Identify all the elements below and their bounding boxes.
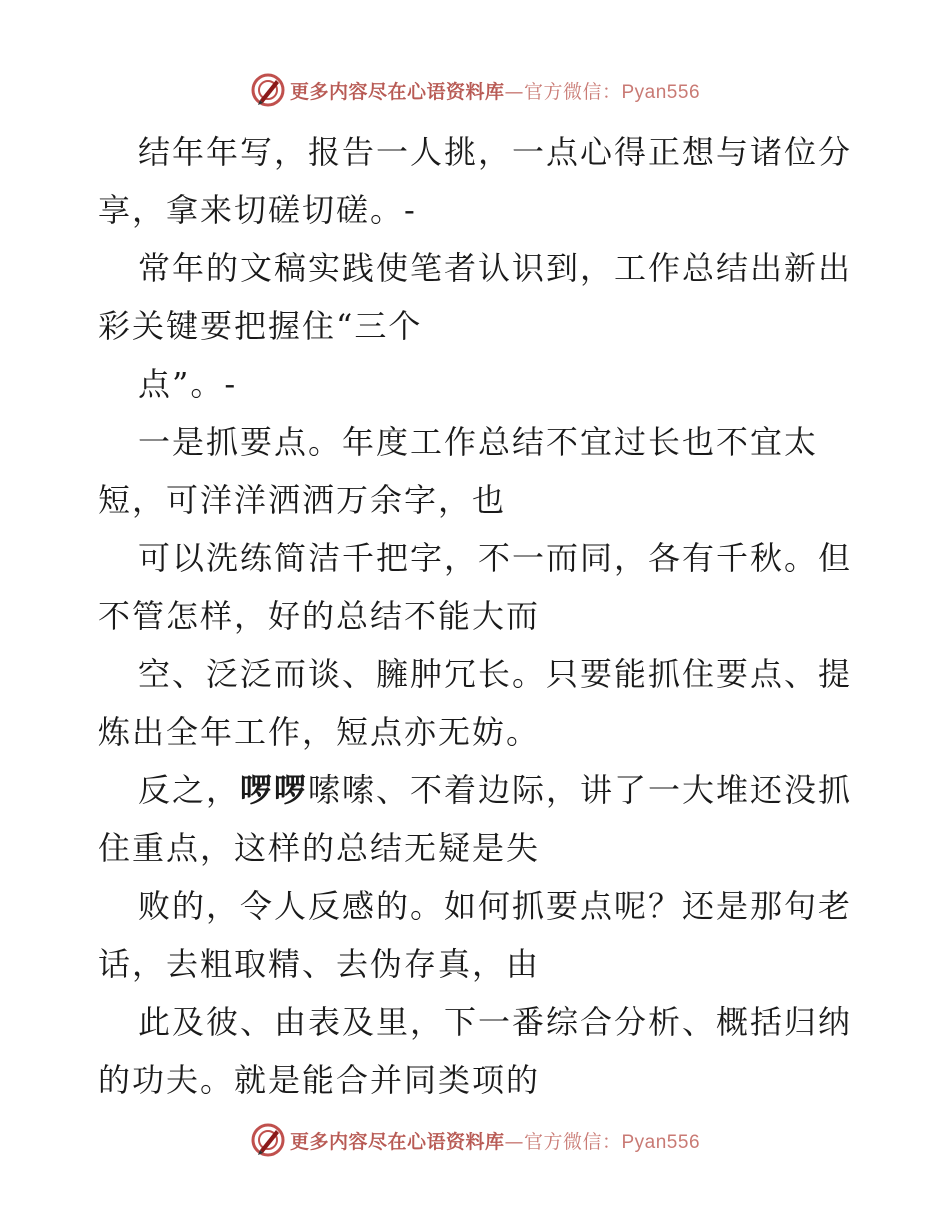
text-line: 常年的文稿实践使笔者认识到，工作总结出新出: [138, 249, 853, 287]
footer-banner-label: 官方微信：: [523, 1130, 622, 1153]
footer-banner-cn: 更多内容尽在心语资料库: [289, 1130, 505, 1153]
header-banner-label: 官方微信：: [523, 80, 622, 103]
document-body: [98, 123, 858, 1109]
text-line: 短，可洋洋洒洒万余字，也: [98, 481, 507, 519]
footer-banner: [0, 1120, 950, 1160]
header-banner-id: Pyan556: [621, 81, 701, 103]
header-banner-sep: —: [504, 80, 524, 103]
text-line: 空、泛泛而谈、臃肿冗长。只要能抓住要点、提: [138, 655, 853, 693]
text-line: 的功夫。就是能合并同类项的: [98, 1061, 541, 1099]
text-line: 彩关键要把握住“三个: [98, 307, 423, 345]
text-line: 败的，令人反感的。如何抓要点呢？还是那句老: [138, 887, 853, 925]
text-line: 可以洗练简洁千把字，不一而同，各有千秋。但: [138, 539, 853, 577]
footer-banner-sep: —: [504, 1130, 524, 1153]
text-line: 一是抓要点。年度工作总结不宜过长也不宜太: [138, 423, 819, 461]
text-line: 点”。-: [138, 365, 238, 403]
text-line: 享，拿来切磋切磋。-: [98, 191, 417, 229]
footer-banner-text: [290, 1127, 700, 1154]
text-line: [98, 761, 858, 819]
text-segment: 嗦嗦、不着边际，讲了一大堆还没抓: [308, 771, 853, 809]
header-banner-text: [290, 77, 700, 104]
text-line: 话，去粗取精、去伪存真，由: [98, 945, 541, 983]
text-line: 此及彼、由表及里，下一番综合分析、概括归纳: [138, 1003, 853, 1041]
pen-logo-icon: [250, 72, 286, 108]
text-line: 不管怎样，好的总结不能大而: [98, 597, 541, 635]
text-segment-bold: 啰啰: [240, 771, 309, 809]
header-banner: [0, 70, 950, 110]
text-segment: 反之，: [138, 771, 241, 809]
pen-logo-icon: [250, 1122, 286, 1158]
header-banner-cn: 更多内容尽在心语资料库: [289, 80, 505, 103]
text-line: 炼出全年工作，短点亦无妨。: [98, 713, 541, 751]
text-line: 结年年写，报告一人挑，一点心得正想与诸位分: [138, 133, 853, 171]
footer-banner-id: Pyan556: [621, 1131, 701, 1153]
text-line: 住重点，这样的总结无疑是失: [98, 829, 541, 867]
